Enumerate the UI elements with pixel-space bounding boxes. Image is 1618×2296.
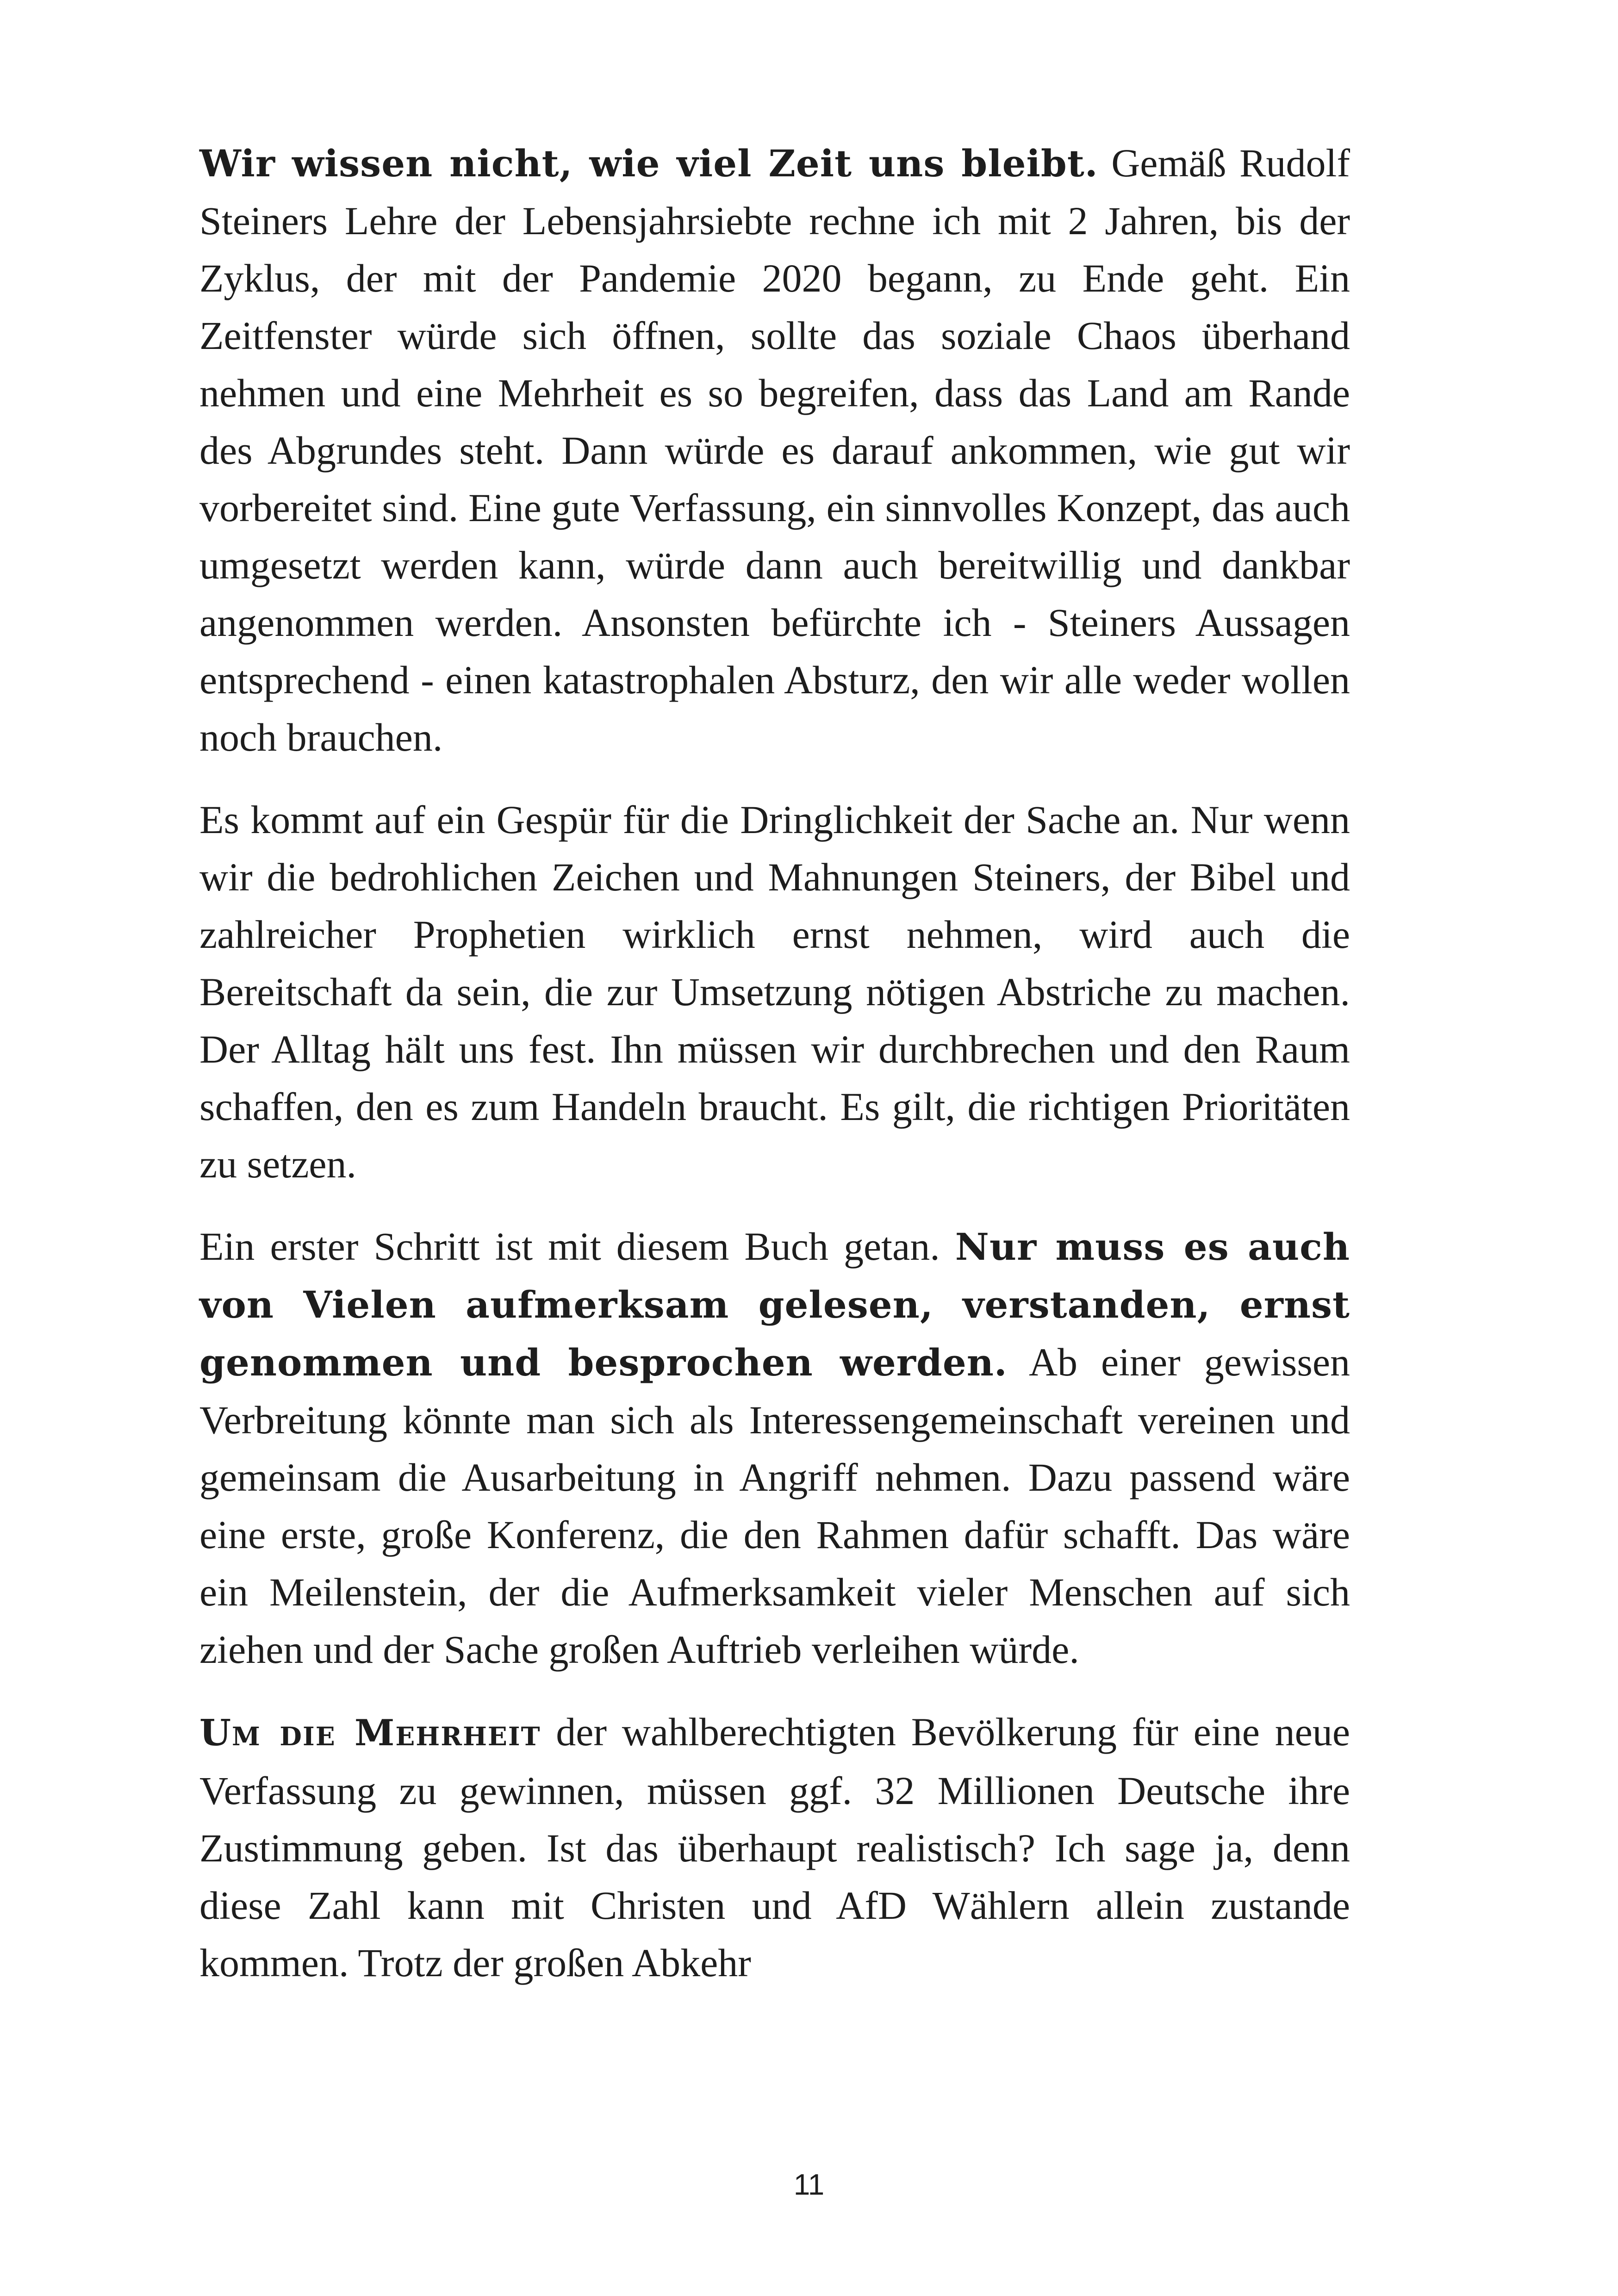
paragraph-2-text: Es kommt auf ein Gespür für die Dringlichkeit der Sache an. Nur wenn wir die bedrohlichen Zeichen und Mahnungen Steiners, der Bibel und zahlreicher Prophetien wirklich ernst nehmen, wird auch die Bereitschaft da sein, die zur Umsetzung nötigen Abstriche zu machen. Der Alltag hält uns fest. Ihn müssen wir durchbrechen und den Raum schaffen, den es zum Handeln braucht. Es gilt, die richtigen Prioritäten zu setzen. (199, 797, 1350, 1186)
body-text (199, 134, 1350, 2016)
paragraph-3-text-before: Ein erster Schritt ist mit diesem Buch getan. (199, 1224, 955, 1269)
paragraph-3 (199, 1218, 1350, 1678)
paragraph-1-text: Gemäß Rudolf Steiners Lehre der Lebensjahrsiebte rechne ich mit 2 Jahren, bis der Zyklus, der mit der Pandemie 2020 begann, zu Ende geht. Ein Zeitfenster würde sich öffnen, sollte das soziale Chaos überhand nehmen und eine Mehrheit es so begreifen, dass das Land am Rande des Abgrundes steht. Dann würde es darauf ankommen, wie gut wir vorbereitet sind. Eine gute Verfassung, ein sinnvolles Konzept, das auch umgesetzt werden kann, würde dann auch bereitwillig und dankbar angenommen werden. Ansonsten befürchte ich - Steiners Aussagen entsprechend - einen katastrophalen Absturz, den wir alle weder wollen noch brauchen. (199, 141, 1350, 759)
paragraph-1-bold-lead: Wir wissen nicht, wie viel Zeit uns bleibt. (199, 142, 1098, 185)
paragraph-4-text: der wahlberechtigten Bevölkerung für eine neue Verfassung zu gewinnen, müssen ggf. 32 Millionen Deutsche ihre Zustimmung geben. Ist das überhaupt realistisch? Ich sage ja, denn diese Zahl kann mit Christen und AfD Wählern allein zustande kommen. Trotz der großen Abkehr (199, 1710, 1350, 1985)
paragraph-4-smallcaps-lead: Um die Mehrheit (199, 1712, 541, 1754)
paragraph-4 (199, 1703, 1350, 1991)
paragraph-3-bold-emphasis: Nur muss es auch von Vielen aufmerksam gelesen, verstanden, ernst genommen und besprochen werden. (199, 1225, 1350, 1384)
paragraph-2 (199, 791, 1350, 1193)
page-number: 11 (793, 2168, 825, 2201)
paragraph-3-text-after: Ab einer gewissen Verbreitung könnte man sich als Interessengemeinschaft vereinen und gemeinsam die Ausarbeitung in Angriff nehmen. Dazu passend wäre eine erste, große Konferenz, die den Rahmen dafür schafft. Das wäre ein Meilenstein, der die Aufmerksamkeit vieler Menschen auf sich ziehen und der Sache großen Auftrieb verleihen würde. (199, 1340, 1350, 1672)
paragraph-1 (199, 134, 1350, 766)
